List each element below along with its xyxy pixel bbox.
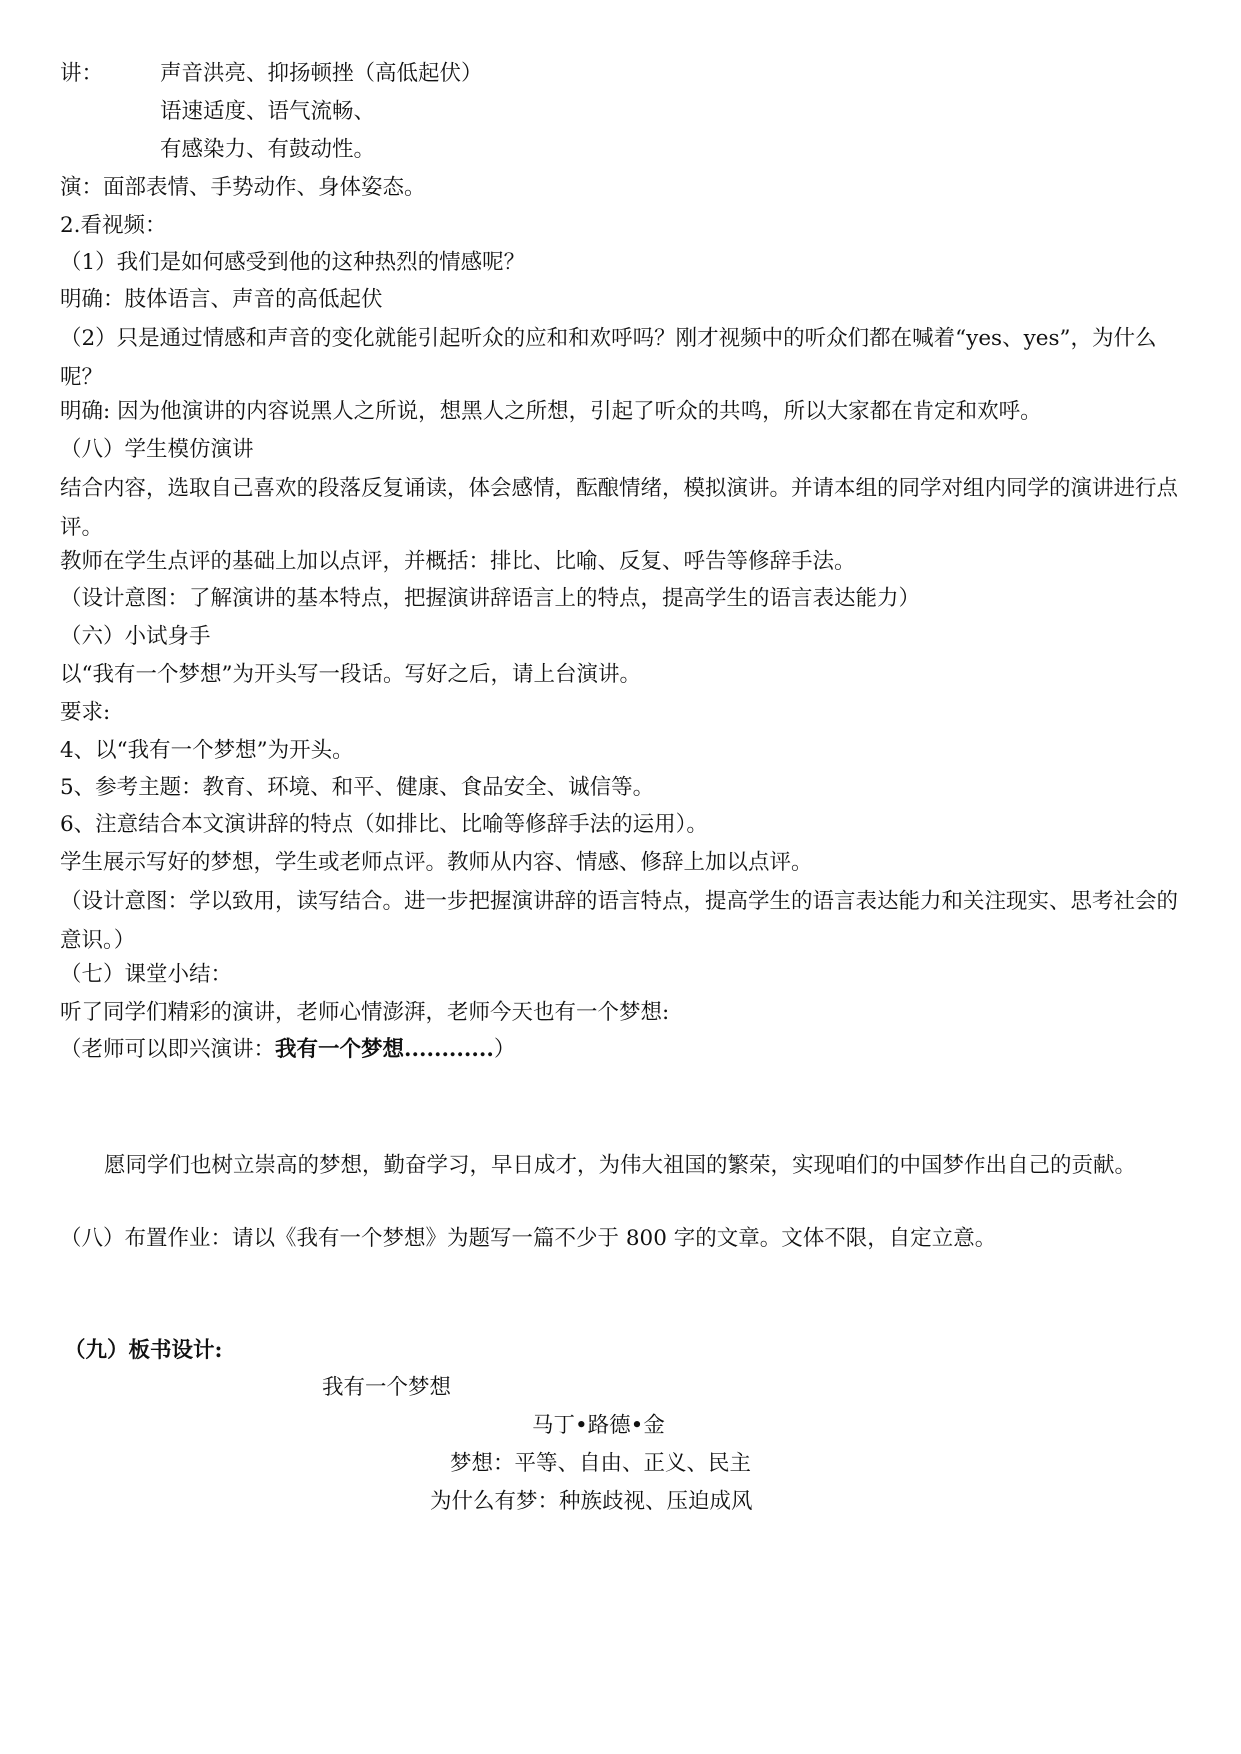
closing-paragraph: 愿同学们也树立崇高的梦想，勤奋学习，早日成才，为伟大祖国的繁荣，实现咱们的中国梦作出自己的贡献。	[104, 1153, 1137, 1178]
speak-line	[60, 59, 1190, 89]
teacher-speech-line	[60, 1035, 1190, 1065]
speak-line-2: 语速适度、语气流畅、	[160, 99, 376, 124]
imitate-paragraph: 结合内容，选取自己喜欢的段落反复诵读，体会感情，酝酿情绪，模拟演讲。并请本组的同学对组内同学的演讲进行点评。	[60, 476, 1179, 540]
student-showcase-line: 学生展示写好的梦想，学生或老师点评。教师从内容、情感、修辞上加以点评。	[60, 850, 813, 875]
teacher-speech-prefix: （老师可以即兴演讲：	[60, 1037, 276, 1062]
question-2: （2）只是通过情感和声音的变化就能引起听众的应和和欢呼吗？刚才视频中的听众们都在喊着“yes、yes”，为什么呢？	[60, 326, 1157, 390]
board-author: 马丁•路德•金	[532, 1413, 665, 1438]
speak-text: 声音洪亮、抑扬顿挫（高低起伏）	[160, 61, 483, 86]
board-dream: 梦想：平等、自由、正义、民主	[450, 1451, 752, 1476]
board-design-heading: （九）板书设计:	[64, 1338, 223, 1363]
section-imitate-heading: （八）学生模仿演讲	[60, 437, 254, 462]
summary-line: 听了同学们精彩的演讲，老师心情澎湃，老师今天也有一个梦想:	[60, 1000, 670, 1025]
speak-line-3: 有感染力、有鼓动性。	[160, 137, 376, 162]
homework-line: （八）布置作业：请以《我有一个梦想》为题写一篇不少于 800 字的文章。文体不限，自定立意。	[60, 1226, 997, 1251]
requirement-4: 4、以“我有一个梦想”为开头。	[60, 738, 354, 763]
requirements-heading: 要求:	[60, 700, 111, 725]
teacher-comment-line: 教师在学生点评的基础上加以点评，并概括：排比、比喻、反复、呼告等修辞手法。	[60, 549, 856, 574]
section-try-heading: （六）小试身手	[60, 624, 211, 649]
section-summary-heading: （七）课堂小结：	[60, 962, 233, 987]
requirement-6: 6、注意结合本文演讲辞的特点（如排比、比喻等修辞手法的运用）。	[60, 812, 708, 837]
board-title: 我有一个梦想	[322, 1375, 452, 1400]
teacher-speech-suffix: ）	[493, 1037, 516, 1062]
speak-label: 讲：	[60, 61, 104, 86]
requirement-5: 5、参考主题：教育、环境、和平、健康、食品安全、诚信等。	[60, 775, 655, 800]
answer-2: 明确: 因为他演讲的内容说黑人之所说，想黑人之所想，引起了听众的共鸣，所以大家都在肯定和欢呼。	[60, 399, 1042, 424]
question-1: （1）我们是如何感受到他的这种热烈的情感呢？	[60, 250, 526, 275]
try-instruction: 以“我有一个梦想”为开头写一段话。写好之后，请上台演讲。	[60, 662, 641, 687]
design-intent-2: （设计意图：学以致用，读写结合。进一步把握演讲辞的语言特点，提高学生的语言表达能力和关注现实、思考社会的意识。）	[60, 889, 1179, 953]
answer-1: 明确：肢体语言、声音的高低起伏	[60, 287, 383, 312]
watch-video-heading: 2.看视频：	[60, 213, 167, 238]
board-why: 为什么有梦：种族歧视、压迫成风	[430, 1489, 753, 1514]
design-intent-1: （设计意图：了解演讲的基本特点，把握演讲辞语言上的特点，提高学生的语言表达能力）	[60, 586, 921, 611]
teacher-speech-bold: 我有一个梦想............	[275, 1037, 494, 1062]
act-line: 演：面部表情、手势动作、身体姿态。	[60, 175, 426, 200]
